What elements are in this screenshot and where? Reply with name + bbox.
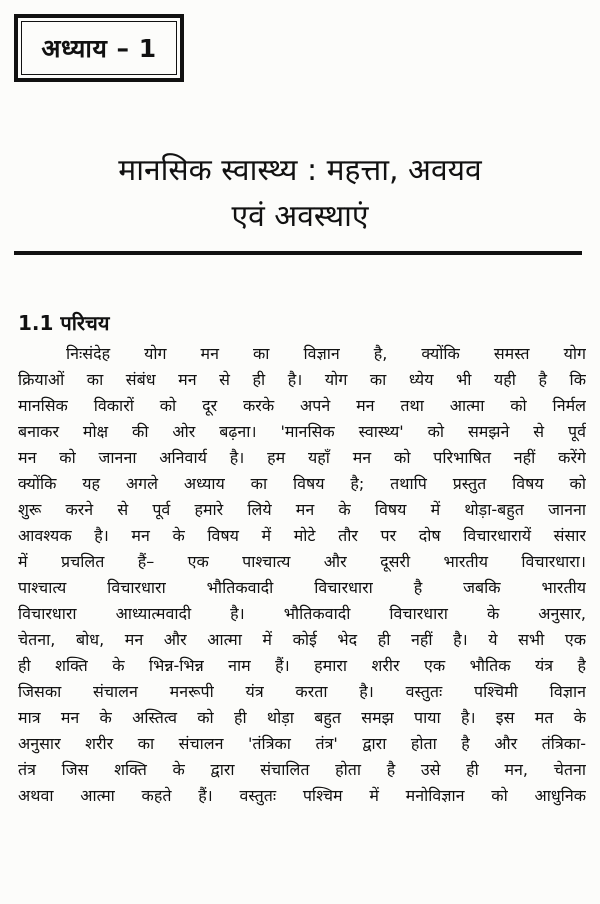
body-line: निःसंदेह योग मन का विज्ञान है, क्योंकि समस्त योग [66, 344, 586, 363]
body-line: चेतना, बोध, मन और आत्मा में कोई भेद ही नहीं है। ये सभी एक [18, 630, 586, 649]
section-heading: 1.1 परिचय [18, 311, 110, 335]
chapter-label: अध्याय – 1 [41, 33, 157, 63]
body-line: मात्र मन के अस्तित्व को ही थोड़ा बहुत समझ पाया है। इस मत के [18, 708, 586, 727]
body-line: ही शक्ति के भिन्न-भिन्न नाम हैं। हमारा शरीर एक भौतिक यंत्र है [18, 656, 586, 675]
body-line: क्योंकि यह अगले अध्याय का विषय है; तथापि प्रस्तुत विषय को [18, 474, 586, 493]
body-line: क्रियाओं का संबंध मन से ही है। योग का ध्येय भी यही है कि [18, 370, 586, 389]
body-line: में प्रचलित हैं– एक पाश्चात्य और दूसरी भारतीय विचारधारा। [18, 552, 586, 571]
body-line: पाश्चात्य विचारधारा भौतिकवादी विचारधारा है जबकि भारतीय [18, 578, 586, 597]
body-line: विचारधारा आध्यात्मवादी है। भौतिकवादी विचारधारा के अनुसार, [18, 604, 586, 623]
body-line: मन को जानना अनिवार्य है। हम यहाँ मन को परिभाषित नहीं करेंगे [18, 448, 586, 467]
body-line: शुरू करने से पूर्व हमारे लिये मन के विषय में थोड़ा-बहुत जानना [18, 500, 586, 519]
title-divider [14, 251, 582, 255]
body-line: अनुसार शरीर का संचालन 'तंत्रिका तंत्र' द्वारा होता है और तंत्रिका- [18, 734, 586, 753]
body-line: तंत्र जिस शक्ति के द्वारा संचालित होता है उसे ही मन, चेतना [18, 760, 586, 779]
body-line: मानसिक विकारों को दूर करके अपने मन तथा आत्मा को निर्मल [18, 396, 586, 415]
chapter-label-box [14, 14, 184, 82]
body-line: आवश्यक है। मन के विषय में मोटे तौर पर दोष विचारधारायें संसार [18, 526, 586, 545]
chapter-title-line-2: एवं अवस्थाएं [231, 199, 369, 234]
chapter-title-line-1: मानसिक स्वास्थ्य : महत्ता, अवयव [118, 153, 482, 188]
body-paragraph [18, 341, 586, 809]
body-line: बनाकर मोक्ष की ओर बढ़ना। 'मानसिक स्वास्थ्य' को समझने से पूर्व [18, 422, 586, 441]
body-line: अथवा आत्मा कहते हैं। वस्तुतः पश्चिम में मनोविज्ञान को आधुनिक [18, 786, 586, 805]
body-line: जिसका संचालन मनरूपी यंत्र करता है। वस्तुतः पश्चिमी विज्ञान [18, 682, 586, 701]
